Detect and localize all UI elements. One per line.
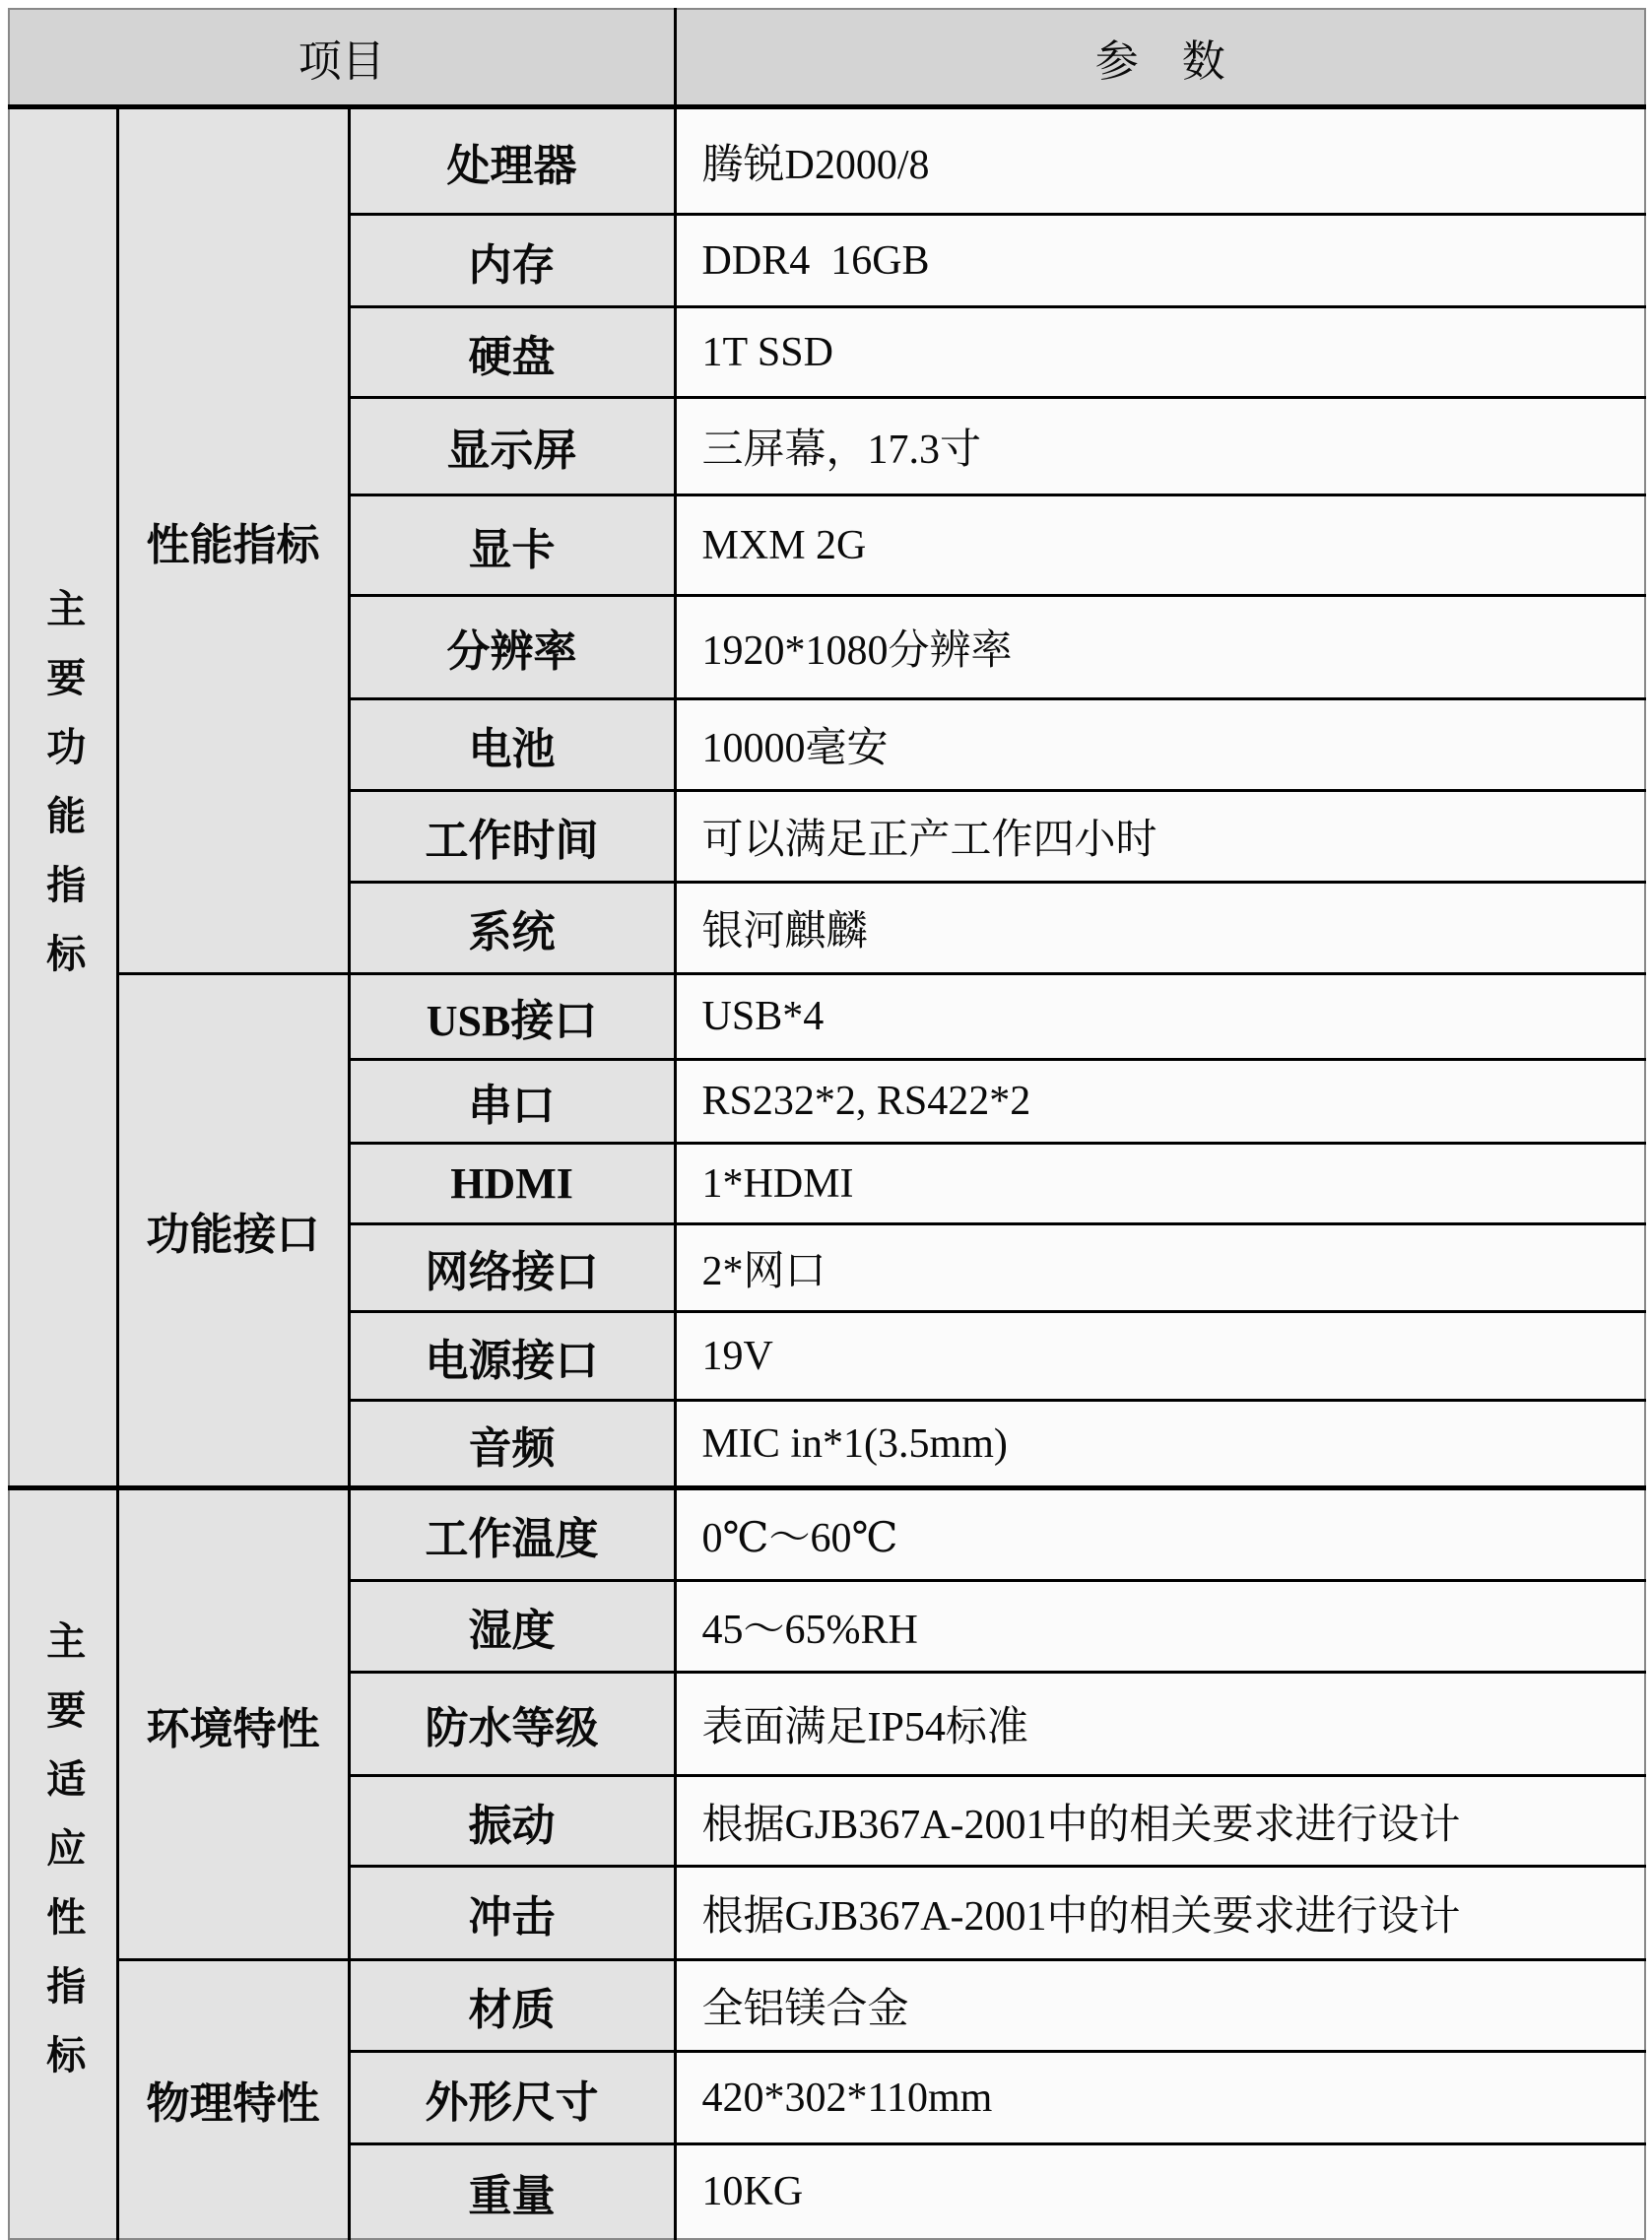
spec-value-cell: 根据GJB367A-2001中的相关要求进行设计 [675, 1867, 1645, 1960]
table-row [9, 107, 1645, 215]
spec-name-cell: 处理器 [349, 107, 675, 215]
spec-value-cell: 19V [675, 1312, 1645, 1401]
spec-value-cell: 1*HDMI [675, 1144, 1645, 1224]
group-cell-main-adaptability [9, 1488, 117, 2239]
table-row [9, 1960, 1645, 2052]
spec-value-cell: 根据GJB367A-2001中的相关要求进行设计 [675, 1776, 1645, 1867]
spec-value-cell: 45～65%RH [675, 1581, 1645, 1673]
spec-value-cell: USB*4 [675, 974, 1645, 1060]
spec-value-cell: 0℃～60℃ [675, 1488, 1645, 1581]
spec-value-cell: 1T SSD [675, 307, 1645, 398]
spec-value-cell: DDR4 16GB [675, 215, 1645, 307]
spec-name-cell: 内存 [349, 215, 675, 307]
spec-value-cell: 可以满足正产工作四小时 [675, 791, 1645, 883]
spec-name-cell: USB接口 [349, 974, 675, 1060]
spec-name-cell: 系统 [349, 883, 675, 974]
spec-name-cell: 冲击 [349, 1867, 675, 1960]
spec-name-cell: 材质 [349, 1960, 675, 2052]
spec-name-cell: HDMI [349, 1144, 675, 1224]
spec-name-cell: 音频 [349, 1401, 675, 1488]
spec-value-cell: 银河麒麟 [675, 883, 1645, 974]
table-row [9, 974, 1645, 1060]
spec-value-cell: 表面满足IP54标准 [675, 1673, 1645, 1776]
spec-value-cell: 全铝镁合金 [675, 1960, 1645, 2052]
spec-name-cell: 工作时间 [349, 791, 675, 883]
group-label: 主要适应性指标 [40, 1619, 86, 2103]
spec-value-cell: RS232*2, RS422*2 [675, 1060, 1645, 1144]
spec-name-cell: 串口 [349, 1060, 675, 1144]
spec-name-cell: 湿度 [349, 1581, 675, 1673]
spec-value-cell: 10000毫安 [675, 699, 1645, 791]
spec-name-cell: 显卡 [349, 495, 675, 596]
spec-value-cell: 三屏幕，17.3寸 [675, 398, 1645, 495]
spec-value-cell: 1920*1080分辨率 [675, 596, 1645, 699]
spec-name-cell: 硬盘 [349, 307, 675, 398]
spec-name-cell: 工作温度 [349, 1488, 675, 1581]
spec-name-cell: 网络接口 [349, 1224, 675, 1312]
subsection-cell-performance: 性能指标 [117, 107, 349, 974]
spec-value-cell: MXM 2G [675, 495, 1645, 596]
spec-name-cell: 外形尺寸 [349, 2052, 675, 2144]
spec-name-cell: 电池 [349, 699, 675, 791]
spec-name-cell: 显示屏 [349, 398, 675, 495]
spec-name-cell: 电源接口 [349, 1312, 675, 1401]
subsection-cell-physical: 物理特性 [117, 1960, 349, 2239]
spec-value-cell: 腾锐D2000/8 [675, 107, 1645, 215]
spec-value-cell: 2*网口 [675, 1224, 1645, 1312]
header-item-cell: 项目 [9, 9, 675, 107]
header-param-cell: 参 数 [675, 9, 1645, 107]
group-label: 主要功能指标 [40, 588, 86, 1002]
spec-name-cell: 振动 [349, 1776, 675, 1867]
spec-value-cell: MIC in*1(3.5mm) [675, 1401, 1645, 1488]
table-header-row [9, 9, 1645, 107]
spec-name-cell: 重量 [349, 2144, 675, 2239]
spec-name-cell: 防水等级 [349, 1673, 675, 1776]
spec-value-cell: 420*302*110mm [675, 2052, 1645, 2144]
table-row [9, 1488, 1645, 1581]
subsection-cell-interfaces: 功能接口 [117, 974, 349, 1488]
spec-table [8, 8, 1646, 2240]
group-cell-main-function [9, 107, 117, 1488]
spec-name-cell: 分辨率 [349, 596, 675, 699]
spec-value-cell: 10KG [675, 2144, 1645, 2239]
subsection-cell-environment: 环境特性 [117, 1488, 349, 1960]
